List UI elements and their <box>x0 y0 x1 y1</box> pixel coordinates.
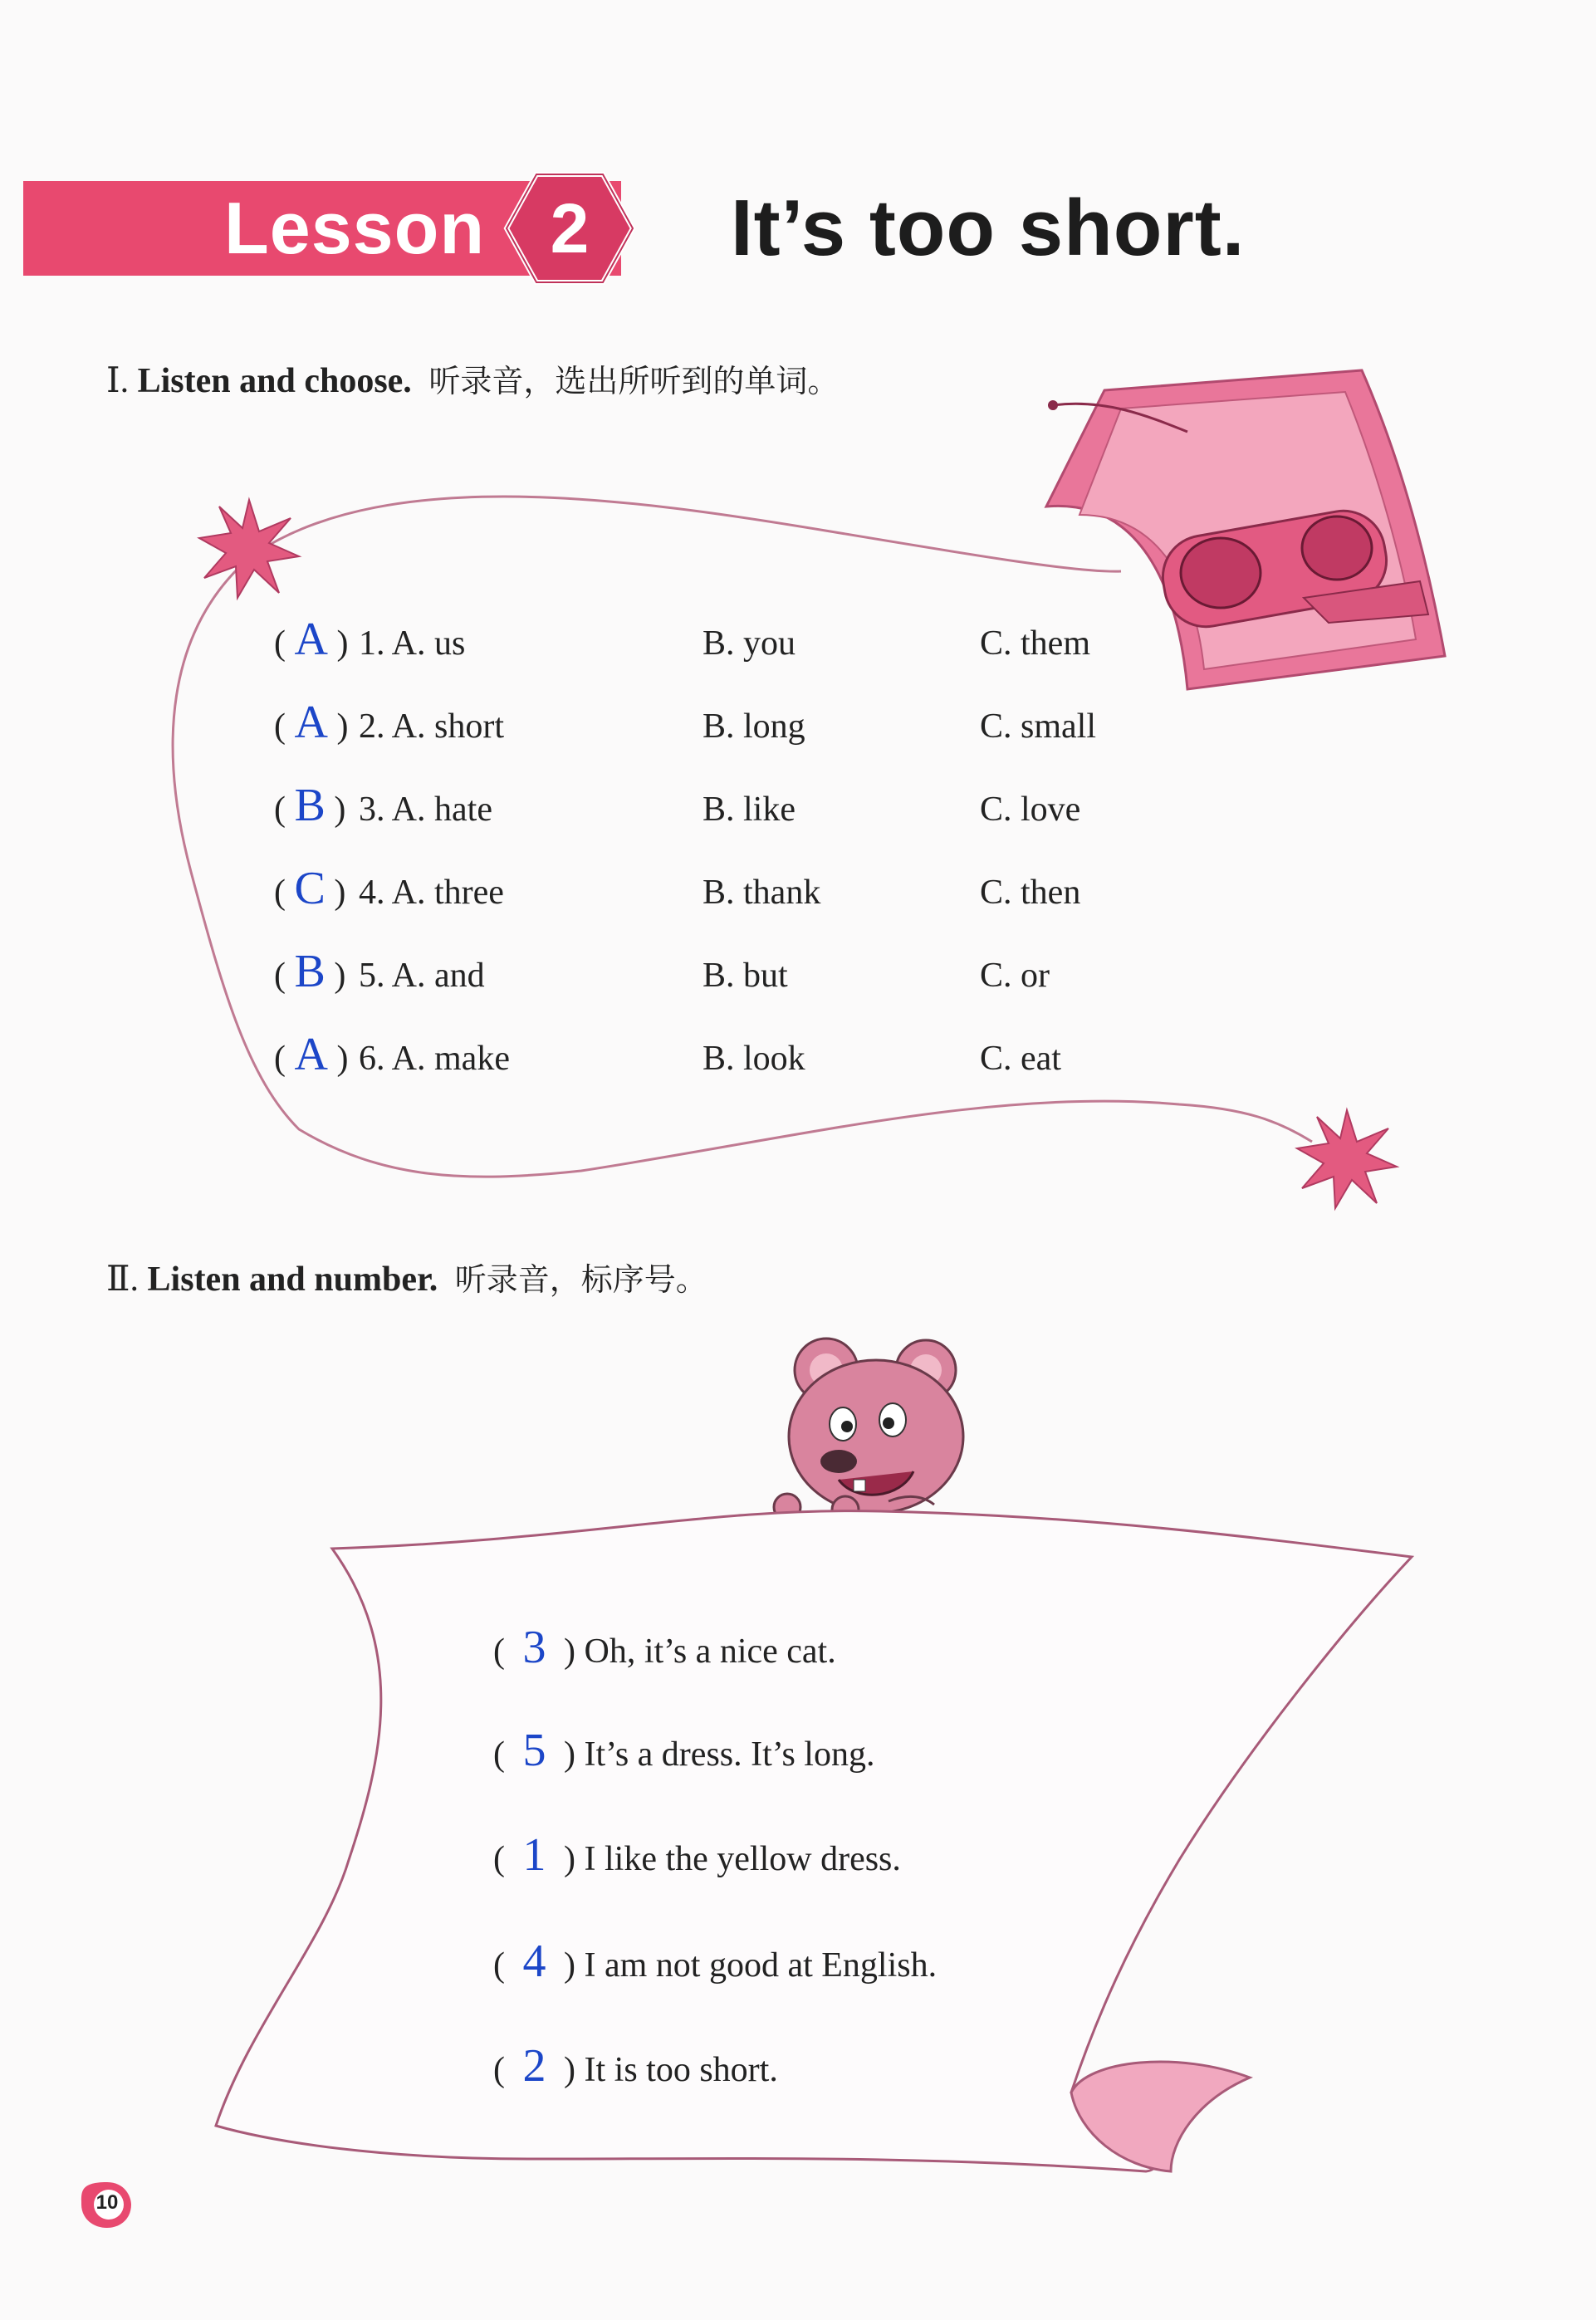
option-b: B. look <box>703 1040 805 1078</box>
question-row <box>274 689 1187 764</box>
section2-title-zh: 听录音，标序号。 <box>454 1261 707 1298</box>
number-blank[interactable]: ( 5 ) <box>493 1735 575 1774</box>
section2-heading <box>106 1254 707 1299</box>
number-answer: 5 <box>522 1725 546 1776</box>
option-b: B. long <box>703 707 805 746</box>
option-c: C. small <box>980 707 1097 746</box>
lesson-title: It’s too short. <box>731 184 1246 272</box>
question-row <box>274 1021 1187 1096</box>
option-b: B. like <box>703 790 796 829</box>
section1-title-zh: 听录音，选出所听到的单词。 <box>428 363 840 399</box>
number-blank[interactable]: ( 2 ) <box>493 2051 575 2089</box>
option-c: C. them <box>980 624 1090 663</box>
option-c: C. love <box>980 790 1081 829</box>
number-item <box>493 1606 836 1689</box>
answer-blank[interactable]: ( C ) <box>274 863 346 914</box>
section2-title-en: Listen and number. <box>147 1260 438 1299</box>
question-row <box>274 606 1187 681</box>
number-item-text: I am not good at English. <box>584 1946 938 1985</box>
number-item-text: It’s a dress. It’s long. <box>584 1735 875 1774</box>
number-answer: 4 <box>522 1936 546 1987</box>
option-c: C. eat <box>980 1040 1061 1078</box>
answer-letter: B <box>294 946 326 997</box>
option-a: 3. A. hate <box>359 790 492 829</box>
option-a: 4. A. three <box>359 874 504 912</box>
section1-border-curve <box>257 497 1121 571</box>
answer-blank[interactable]: ( A ) <box>274 1029 349 1080</box>
number-item <box>493 1920 937 2003</box>
number-answer: 2 <box>522 2040 546 2092</box>
answer-letter: A <box>294 697 328 748</box>
question-row <box>274 855 1187 930</box>
starburst-top-left <box>199 500 299 598</box>
option-b: B. you <box>703 624 796 663</box>
answer-blank[interactable]: ( B ) <box>274 780 346 831</box>
number-answer: 3 <box>522 1622 546 1673</box>
section1-heading <box>106 355 839 401</box>
starburst-bottom-right <box>1297 1110 1397 1208</box>
option-b: B. thank <box>703 874 821 912</box>
number-item <box>493 1709 874 1792</box>
section1-numeral: Ⅰ. <box>106 362 130 400</box>
number-item <box>493 2024 778 2107</box>
answer-blank[interactable]: ( B ) <box>274 946 346 997</box>
number-item-text: I like the yellow dress. <box>584 1840 901 1878</box>
number-blank[interactable]: ( 3 ) <box>493 1632 575 1671</box>
option-a: 5. A. and <box>359 957 485 995</box>
lesson-label: Lesson <box>224 187 486 269</box>
option-a: 6. A. make <box>359 1040 510 1078</box>
answer-letter: C <box>294 863 326 914</box>
answer-letter: A <box>294 614 328 665</box>
answer-blank[interactable]: ( A ) <box>274 697 349 748</box>
number-item-text: It is too short. <box>584 2051 778 2089</box>
question-row <box>274 772 1187 847</box>
answer-letter: A <box>294 1029 328 1080</box>
answer-letter: B <box>294 780 326 831</box>
number-answer: 1 <box>522 1829 546 1881</box>
number-blank[interactable]: ( 4 ) <box>493 1946 575 1985</box>
section1-title-en: Listen and choose. <box>137 362 412 400</box>
option-a: 2. A. short <box>359 707 505 746</box>
number-item-text: Oh, it’s a nice cat. <box>584 1632 836 1671</box>
section2-numeral: Ⅱ. <box>106 1260 140 1299</box>
option-c: C. then <box>980 874 1081 912</box>
mouse-illustration <box>774 1339 963 1523</box>
option-b: B. but <box>703 957 788 995</box>
answer-blank[interactable]: ( A ) <box>274 614 349 665</box>
page-number: 10 <box>95 2191 119 2214</box>
question-row <box>274 938 1187 1013</box>
option-c: C. or <box>980 957 1050 995</box>
lesson-number: 2 <box>550 189 590 267</box>
number-item <box>493 1813 901 1897</box>
option-a: 1. A. us <box>359 624 466 663</box>
number-blank[interactable]: ( 1 ) <box>493 1840 575 1878</box>
